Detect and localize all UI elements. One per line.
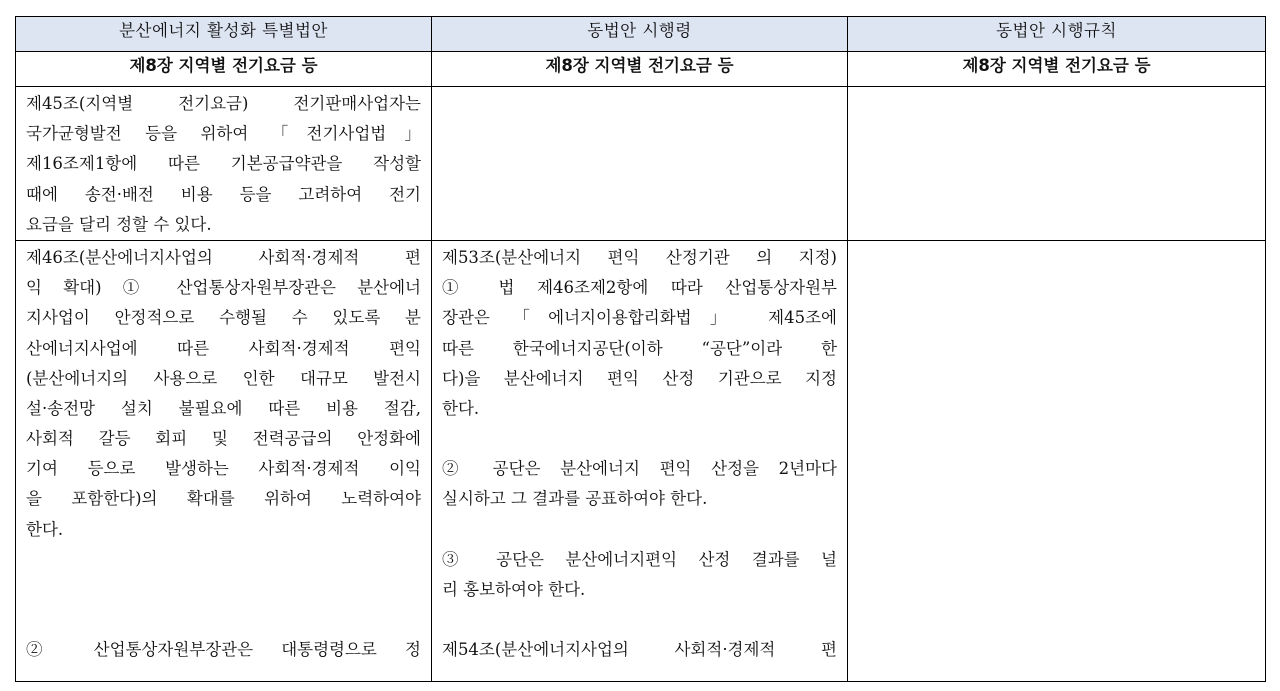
text-line: (분산에너지의 사용으로 인한 대규모 발전시 [26,368,421,388]
text-line: 지사업이 안정적으로 수행될 수 있도록 분 [26,308,421,328]
text-line: 때에 송전·배전 비용 등을 고려하여 전기 [26,184,421,204]
text-line: 제46조(분산에너지사업의 사회적·경제적 편 [26,247,421,267]
text-line: 따른 한국에너지공단(이하 “공단”이라 한 [442,338,837,358]
text-line: 한다. [442,398,480,418]
text-line: 설·송전망 설치 불필요에 따른 비용 절감, [26,398,421,418]
text-line: 국가균형발전 등을 위하여 「전기사업법」 [26,124,421,144]
text-line: ② 공단은 분산에너지 편익 산정을 2년마다 [442,459,837,479]
article-45-act-cell [16,87,432,241]
text-line: 제53조(분산에너지 편익 산정기관 의 지정) [442,247,837,267]
text-line: 한다. [26,519,64,539]
text-line: 제45조(지역별 전기요금) 전기판매사업자는 [26,94,421,113]
text-line: 기여 등으로 발생하는 사회적·경제적 이익 [26,459,421,479]
chapter-decree: 제8장 지역별 전기요금 등 [432,52,848,87]
text-line: 을 포함한다)의 확대를 위하여 노력하여야 [26,489,421,509]
law-comparison-table [15,16,1266,682]
text-line: 요금을 달리 정할 수 있다. [26,214,212,234]
chapter-rule: 제8장 지역별 전기요금 등 [848,52,1266,87]
article-46-act-cell [16,240,432,681]
article-45-rule-cell [848,87,1266,241]
text-line: 제54조(분산에너지사업의 사회적·경제적 편 [442,640,837,660]
text-line: 사회적 갈등 회피 및 전력공급의 안정화에 [26,429,421,449]
text-line: 리 홍보하여야 한다. [442,580,586,599]
chapter-act: 제8장 지역별 전기요금 등 [16,52,432,87]
text-line: 다)을 분산에너지 편익 산정 기관으로 지정 [442,368,837,388]
text-line: 익 확대) ① 산업통상자원부장관은 분산에너 [26,278,421,298]
text-line: 산에너지사업에 따른 사회적·경제적 편익 [26,338,421,358]
text-line: ① 법 제46조제2항에 따라 산업통상자원부 [442,278,837,298]
header-row [16,17,1266,52]
text-line: 장관은 「에너지이용합리화법」 제45조에 [442,308,837,328]
header-act: 분산에너지 활성화 특별법안 [16,17,432,52]
article-45-row [16,87,1266,241]
header-rule: 동법안 시행규칙 [848,17,1266,52]
article-46-rule-cell [848,240,1266,681]
chapter-row [16,52,1266,87]
article-46-row [16,240,1266,681]
text-line: ③ 공단은 분산에너지편익 산정 결과를 널 [442,549,837,569]
text-line: 제16조제1항에 따른 기본공급약관을 작성할 [26,154,421,174]
article-45-decree-cell [432,87,848,241]
text-line: ② 산업통상자원부장관은 대통령령으로 정 [26,640,421,660]
text-line: 실시하고 그 결과를 공표하여야 한다. [442,489,708,509]
article-53-decree-cell [432,240,848,681]
header-decree: 동법안 시행령 [432,17,848,52]
